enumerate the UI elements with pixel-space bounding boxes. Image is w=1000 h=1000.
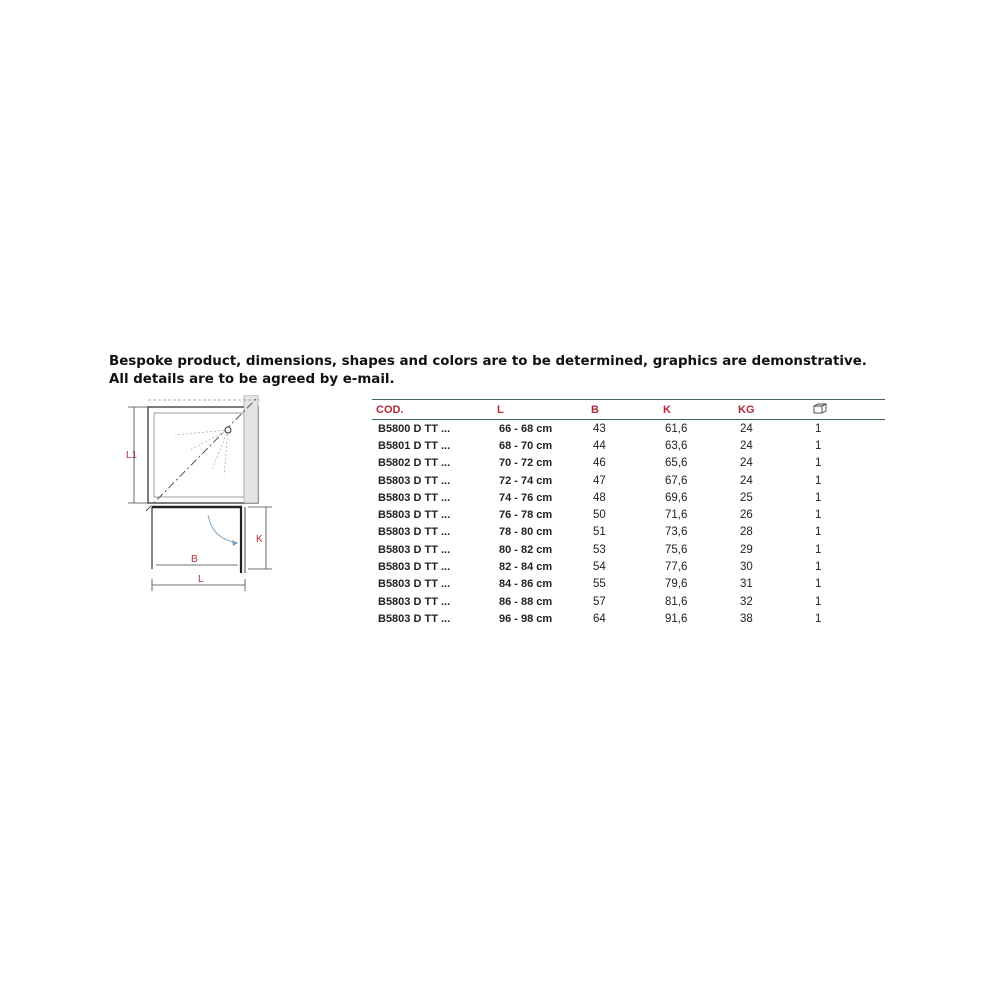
- table-header-row: [372, 400, 885, 420]
- cell-b: 47: [593, 474, 606, 487]
- cell-length: 84 - 86 cm: [499, 578, 553, 591]
- table-row: [372, 506, 885, 523]
- table-row: [372, 524, 885, 541]
- cell-code: B5803 D TT ...: [378, 526, 451, 539]
- table-row: [372, 610, 885, 627]
- cell-k: 81,6: [665, 595, 688, 608]
- cell-code: B5803 D TT ...: [378, 474, 451, 487]
- cell-code: B5803 D TT ...: [378, 612, 451, 625]
- col-header-code: COD.: [376, 403, 404, 416]
- cell-b: 51: [593, 526, 606, 539]
- cell-k: 75,6: [665, 543, 688, 556]
- cell-code: B5803 D TT ...: [378, 543, 451, 556]
- cell-kg: 24: [740, 457, 753, 470]
- cell-kg: 32: [740, 595, 753, 608]
- cell-b: 48: [593, 491, 606, 504]
- cell-length: 76 - 78 cm: [499, 509, 553, 522]
- shower-tray-diagram: [120, 395, 280, 600]
- box-icon: [813, 403, 825, 413]
- cell-length: 86 - 88 cm: [499, 595, 553, 608]
- dim-label-l: L: [198, 574, 204, 585]
- col-header-k: K: [663, 403, 671, 416]
- cell-pack: 1: [815, 439, 822, 452]
- bespoke-notice: Bespoke product, dimensions, shapes and colors are to be determined, graphics are demonstrative. All details are to be agreed by e-mail.: [109, 354, 867, 387]
- cell-b: 46: [593, 457, 606, 470]
- cell-pack: 1: [815, 422, 822, 435]
- cell-kg: 26: [740, 509, 753, 522]
- table-row: [372, 455, 885, 472]
- table-row: [372, 420, 885, 438]
- table-row: [372, 593, 885, 610]
- cell-k: 67,6: [665, 474, 688, 487]
- cell-kg: 24: [740, 439, 753, 452]
- dim-label-k: K: [256, 534, 263, 545]
- cell-code: B5803 D TT ...: [378, 491, 451, 504]
- dimensions-table: [372, 399, 885, 628]
- table-row: [372, 489, 885, 506]
- cell-length: 82 - 84 cm: [499, 561, 553, 574]
- cell-kg: 28: [740, 526, 753, 539]
- col-header-kg: KG: [738, 403, 755, 416]
- cell-length: 96 - 98 cm: [499, 612, 553, 625]
- cell-code: B5803 D TT ...: [378, 561, 451, 574]
- cell-b: 64: [593, 612, 606, 625]
- cell-length: 72 - 74 cm: [499, 474, 553, 487]
- cell-b: 44: [593, 439, 606, 452]
- cell-b: 43: [593, 422, 606, 435]
- table-row: [372, 437, 885, 454]
- cell-kg: 24: [740, 474, 753, 487]
- cell-pack: 1: [815, 491, 822, 504]
- cell-code: B5803 D TT ...: [378, 595, 451, 608]
- cell-k: 73,6: [665, 526, 688, 539]
- cell-length: 68 - 70 cm: [499, 439, 553, 452]
- cell-length: 74 - 76 cm: [499, 491, 553, 504]
- table-row: [372, 472, 885, 489]
- cell-code: B5803 D TT ...: [378, 578, 451, 591]
- table-row: [372, 576, 885, 593]
- cell-length: 70 - 72 cm: [499, 457, 553, 470]
- table-row: [372, 558, 885, 575]
- cell-pack: 1: [815, 595, 822, 608]
- cell-length: 78 - 80 cm: [499, 526, 553, 539]
- cell-b: 57: [593, 595, 606, 608]
- cell-kg: 31: [740, 578, 753, 591]
- cell-code: B5802 D TT ...: [378, 457, 451, 470]
- cell-pack: 1: [815, 526, 822, 539]
- cell-pack: 1: [815, 578, 822, 591]
- cell-pack: 1: [815, 543, 822, 556]
- cell-kg: 24: [740, 422, 753, 435]
- cell-k: 61,6: [665, 422, 688, 435]
- cell-length: 80 - 82 cm: [499, 543, 553, 556]
- cell-pack: 1: [815, 561, 822, 574]
- cell-k: 65,6: [665, 457, 688, 470]
- cell-code: B5800 D TT ...: [378, 422, 451, 435]
- cell-k: 63,6: [665, 439, 688, 452]
- cell-b: 50: [593, 509, 606, 522]
- dim-label-l1: L1: [126, 450, 138, 461]
- cell-kg: 25: [740, 491, 753, 504]
- cell-b: 55: [593, 578, 606, 591]
- cell-k: 71,6: [665, 509, 688, 522]
- cell-kg: 38: [740, 612, 753, 625]
- col-header-pack: [809, 400, 885, 420]
- shower-plan-drawing: [120, 395, 280, 600]
- cell-k: 79,6: [665, 578, 688, 591]
- cell-kg: 30: [740, 561, 753, 574]
- cell-b: 54: [593, 561, 606, 574]
- cell-length: 66 - 68 cm: [499, 422, 553, 435]
- cell-b: 53: [593, 543, 606, 556]
- cell-k: 91,6: [665, 612, 688, 625]
- cell-kg: 29: [740, 543, 753, 556]
- col-header-l: L: [497, 403, 504, 416]
- cell-k: 77,6: [665, 561, 688, 574]
- cell-k: 69,6: [665, 491, 688, 504]
- cell-pack: 1: [815, 509, 822, 522]
- cell-code: B5803 D TT ...: [378, 509, 451, 522]
- cell-pack: 1: [815, 612, 822, 625]
- cell-code: B5801 D TT ...: [378, 439, 451, 452]
- cell-pack: 1: [815, 457, 822, 470]
- dim-label-b: B: [191, 554, 198, 565]
- cell-pack: 1: [815, 474, 822, 487]
- table-row: [372, 541, 885, 558]
- col-header-b: B: [591, 403, 599, 416]
